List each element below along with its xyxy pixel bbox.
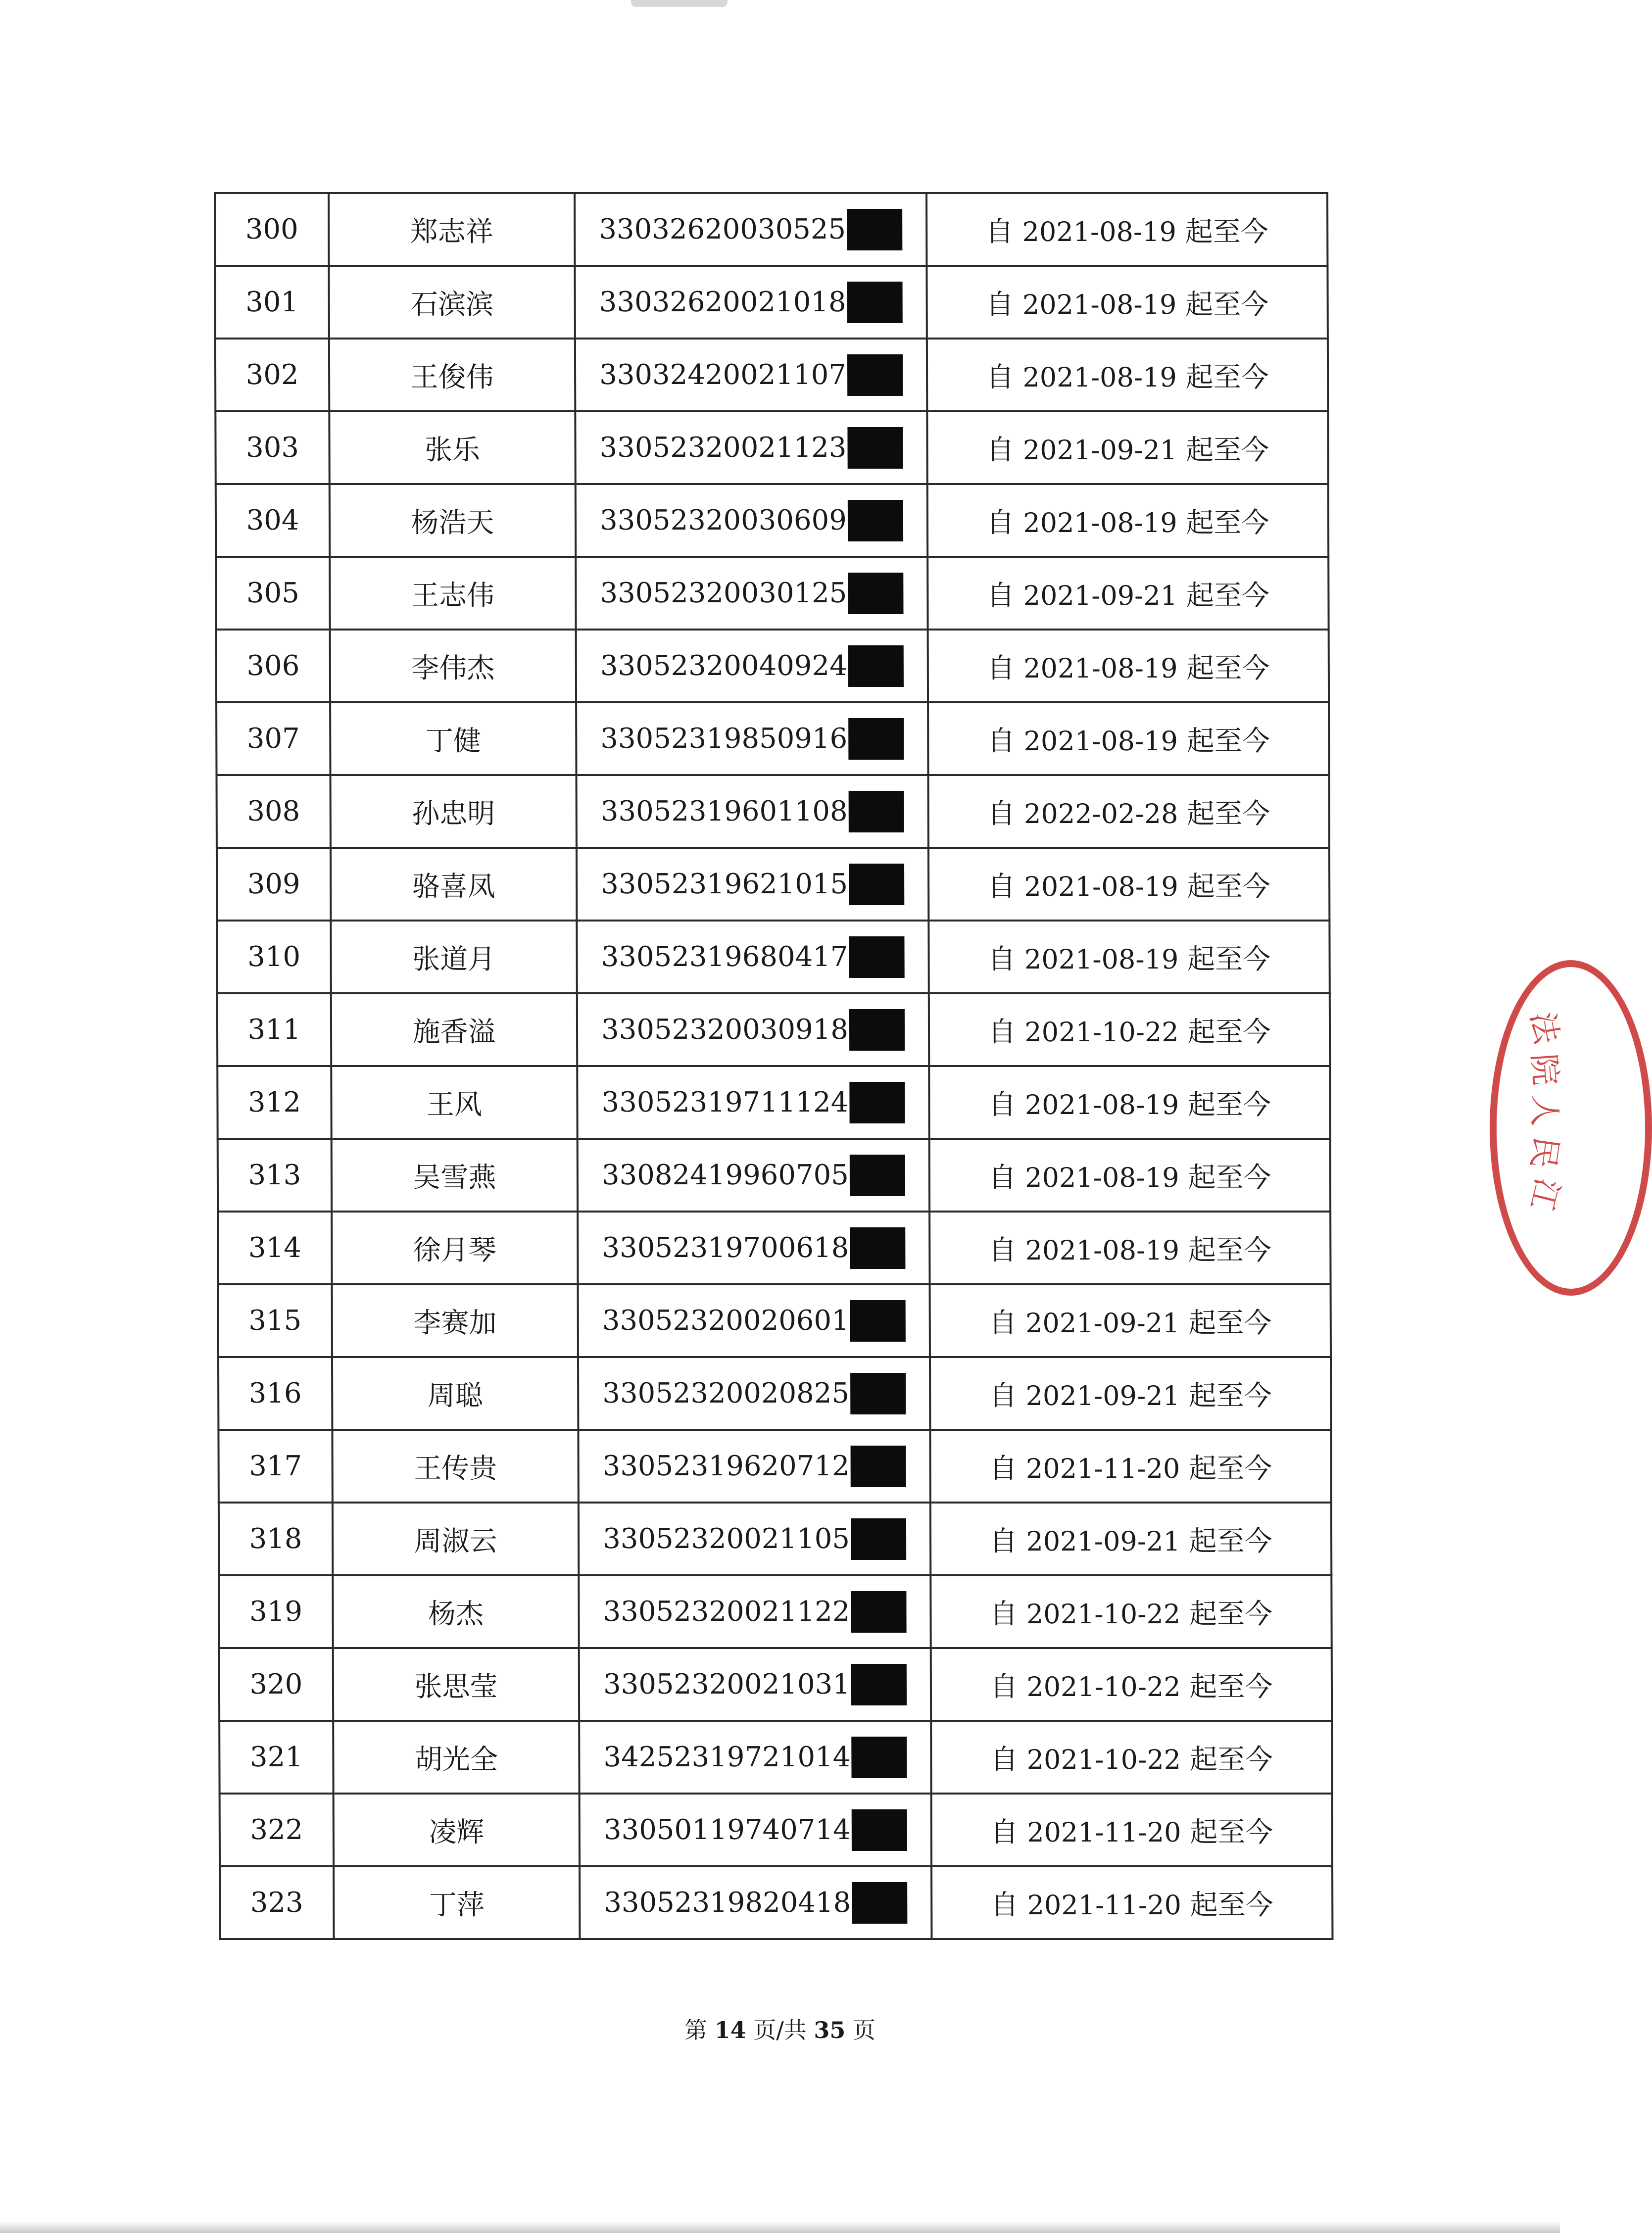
id-number-cell bbox=[576, 630, 928, 702]
id-number-visible-part: 33052319850916 bbox=[600, 723, 848, 755]
id-number-cell bbox=[580, 1866, 931, 1939]
id-number-cell bbox=[578, 1212, 929, 1284]
table-row bbox=[215, 339, 1328, 411]
table-row bbox=[219, 1575, 1331, 1648]
row-number-cell: 321 bbox=[219, 1721, 333, 1794]
period-until-now-suffix: 起至今 bbox=[1190, 1816, 1273, 1848]
row-number-cell: 311 bbox=[217, 993, 331, 1066]
period-until-now-suffix: 起至今 bbox=[1185, 434, 1269, 466]
period-cell bbox=[928, 702, 1329, 775]
period-cell bbox=[930, 1575, 1331, 1648]
redaction-block bbox=[850, 1446, 906, 1487]
period-from-prefix: 自 bbox=[986, 579, 1015, 612]
person-name-cell: 张思莹 bbox=[333, 1648, 579, 1721]
table-row bbox=[219, 1721, 1332, 1794]
person-name-cell: 王志伟 bbox=[330, 557, 576, 630]
redaction-block bbox=[851, 1737, 907, 1778]
id-number-cell bbox=[579, 1648, 931, 1721]
period-from-prefix: 自 bbox=[987, 652, 1015, 684]
redaction-block bbox=[848, 573, 903, 614]
redaction-block bbox=[850, 1227, 905, 1269]
person-name-cell: 张道月 bbox=[331, 921, 577, 993]
person-name-cell: 凌辉 bbox=[334, 1794, 580, 1866]
redaction-block bbox=[852, 1809, 907, 1851]
row-number-cell: 312 bbox=[217, 1066, 331, 1139]
period-from-prefix: 自 bbox=[988, 943, 1016, 975]
table-row bbox=[218, 1284, 1331, 1357]
period-from-prefix: 自 bbox=[989, 1598, 1018, 1630]
period-from-prefix: 自 bbox=[986, 288, 1014, 321]
period-from-prefix: 自 bbox=[986, 506, 1015, 539]
person-name-cell: 王俊伟 bbox=[329, 339, 575, 411]
id-number-cell bbox=[577, 1066, 929, 1139]
period-from-prefix: 自 bbox=[987, 797, 1016, 830]
person-name-cell: 胡光全 bbox=[333, 1721, 579, 1794]
court-seal-text bbox=[1524, 1007, 1564, 1255]
row-number-cell: 316 bbox=[218, 1357, 332, 1430]
id-number-cell bbox=[580, 1794, 931, 1866]
row-number-cell: 301 bbox=[215, 266, 329, 339]
period-until-now-suffix: 起至今 bbox=[1189, 1670, 1273, 1703]
period-cell bbox=[930, 1503, 1331, 1575]
period-from-prefix: 自 bbox=[985, 215, 1014, 248]
id-number-cell bbox=[577, 921, 928, 993]
table-row bbox=[219, 1648, 1332, 1721]
person-name-cell: 张乐 bbox=[329, 411, 575, 484]
total-page-count: 35 bbox=[814, 2017, 846, 2043]
table-body bbox=[215, 193, 1332, 1939]
person-name-cell: 骆喜凤 bbox=[331, 848, 577, 921]
period-until-now-suffix: 起至今 bbox=[1188, 1161, 1271, 1194]
period-cell bbox=[927, 339, 1328, 411]
period-from-prefix: 自 bbox=[988, 1016, 1016, 1048]
id-number-cell bbox=[579, 1503, 930, 1575]
id-number-visible-part: 34252319721014 bbox=[603, 1741, 851, 1773]
period-start-date: 2021-08-19 bbox=[1023, 725, 1178, 757]
period-start-date: 2021-08-19 bbox=[1025, 1234, 1180, 1266]
person-name-cell: 周淑云 bbox=[333, 1503, 579, 1575]
period-from-prefix: 自 bbox=[990, 1816, 1019, 1848]
period-start-date: 2021-08-19 bbox=[1022, 216, 1177, 247]
table-row bbox=[216, 630, 1329, 702]
period-cell bbox=[929, 1139, 1330, 1212]
table-row bbox=[215, 266, 1327, 339]
person-name-cell: 孙忠明 bbox=[330, 775, 576, 848]
period-until-now-suffix: 起至今 bbox=[1187, 797, 1270, 830]
id-number-visible-part: 33052319680417 bbox=[601, 941, 848, 973]
period-until-now-suffix: 起至今 bbox=[1187, 1088, 1271, 1121]
table-row bbox=[217, 848, 1329, 921]
period-until-now-suffix: 起至今 bbox=[1188, 1379, 1272, 1412]
id-number-cell bbox=[579, 1575, 930, 1648]
footer-middle: 页/共 bbox=[753, 2017, 807, 2043]
redaction-block bbox=[852, 1882, 907, 1924]
period-cell bbox=[931, 1648, 1332, 1721]
period-until-now-suffix: 起至今 bbox=[1188, 1234, 1271, 1266]
period-cell bbox=[930, 1284, 1331, 1357]
period-cell bbox=[931, 1866, 1332, 1939]
period-start-date: 2021-11-20 bbox=[1027, 1816, 1181, 1848]
period-start-date: 2021-09-21 bbox=[1025, 1380, 1180, 1411]
period-cell bbox=[926, 193, 1327, 266]
records-table bbox=[214, 192, 1333, 1940]
redaction-block bbox=[850, 1155, 905, 1196]
period-until-now-suffix: 起至今 bbox=[1187, 943, 1271, 975]
row-number-cell: 322 bbox=[220, 1794, 334, 1866]
row-number-cell: 308 bbox=[216, 775, 330, 848]
period-from-prefix: 自 bbox=[989, 1307, 1017, 1339]
id-number-visible-part: 33032420021107 bbox=[599, 359, 847, 391]
period-cell bbox=[926, 266, 1327, 339]
period-until-now-suffix: 起至今 bbox=[1185, 215, 1268, 248]
period-until-now-suffix: 起至今 bbox=[1186, 725, 1270, 757]
id-number-visible-part: 33052320020601 bbox=[602, 1305, 849, 1337]
period-from-prefix: 自 bbox=[990, 1670, 1018, 1703]
person-name-cell: 丁萍 bbox=[334, 1866, 580, 1939]
seal-character: 法 bbox=[1523, 1009, 1565, 1047]
period-start-date: 2021-10-22 bbox=[1024, 1016, 1179, 1048]
row-number-cell: 323 bbox=[220, 1866, 334, 1939]
person-name-cell: 石滨滨 bbox=[329, 266, 575, 339]
table-row bbox=[218, 1212, 1330, 1284]
id-number-visible-part: 33052320021122 bbox=[603, 1596, 850, 1628]
period-from-prefix: 自 bbox=[988, 1161, 1017, 1194]
id-number-cell bbox=[576, 557, 927, 630]
row-number-cell: 310 bbox=[217, 921, 331, 993]
period-from-prefix: 自 bbox=[990, 1889, 1019, 1921]
id-number-visible-part: 33052320030918 bbox=[601, 1014, 849, 1046]
redaction-block bbox=[847, 354, 903, 396]
period-start-date: 2021-08-19 bbox=[1025, 1162, 1179, 1193]
period-start-date: 2021-08-19 bbox=[1022, 361, 1177, 393]
id-number-cell bbox=[575, 339, 927, 411]
period-from-prefix: 自 bbox=[988, 1088, 1017, 1121]
person-name-cell: 丁健 bbox=[330, 702, 576, 775]
period-from-prefix: 自 bbox=[986, 434, 1015, 466]
table-row bbox=[218, 1357, 1331, 1430]
period-start-date: 2021-09-21 bbox=[1026, 1525, 1180, 1557]
period-from-prefix: 自 bbox=[989, 1379, 1017, 1412]
period-from-prefix: 自 bbox=[987, 870, 1016, 903]
period-start-date: 2021-11-20 bbox=[1027, 1889, 1182, 1921]
id-number-cell bbox=[576, 484, 927, 557]
redaction-block bbox=[848, 718, 904, 760]
table-row bbox=[220, 1866, 1332, 1939]
person-name-cell: 王风 bbox=[331, 1066, 577, 1139]
id-number-cell bbox=[578, 1139, 929, 1212]
period-until-now-suffix: 起至今 bbox=[1187, 870, 1270, 903]
period-until-now-suffix: 起至今 bbox=[1186, 506, 1269, 539]
period-from-prefix: 自 bbox=[988, 1234, 1017, 1266]
period-start-date: 2021-08-19 bbox=[1024, 943, 1179, 975]
period-cell bbox=[930, 1357, 1331, 1430]
period-cell bbox=[931, 1721, 1332, 1794]
id-number-visible-part: 33032620021018 bbox=[599, 286, 846, 318]
redaction-block bbox=[851, 1664, 907, 1705]
period-start-date: 2021-08-19 bbox=[1024, 1089, 1179, 1120]
person-name-cell: 周聪 bbox=[332, 1357, 578, 1430]
period-start-date: 2021-09-21 bbox=[1023, 580, 1178, 611]
period-until-now-suffix: 起至今 bbox=[1185, 288, 1269, 321]
table-row bbox=[215, 193, 1327, 266]
id-number-visible-part: 33052320021105 bbox=[603, 1523, 850, 1555]
id-number-visible-part: 33052319601108 bbox=[600, 795, 848, 827]
id-number-visible-part: 33052320020825 bbox=[602, 1377, 850, 1409]
row-number-cell: 318 bbox=[219, 1503, 333, 1575]
footer-prefix: 第 bbox=[684, 2017, 707, 2043]
table-row bbox=[220, 1794, 1332, 1866]
id-number-visible-part: 33052319700618 bbox=[602, 1232, 849, 1264]
period-cell bbox=[931, 1794, 1332, 1866]
period-cell bbox=[929, 1066, 1330, 1139]
period-until-now-suffix: 起至今 bbox=[1188, 1307, 1272, 1339]
id-number-cell bbox=[578, 1284, 930, 1357]
id-number-visible-part: 33052319620712 bbox=[602, 1450, 850, 1482]
redaction-block bbox=[848, 791, 904, 832]
redaction-block bbox=[851, 1591, 906, 1633]
row-number-cell: 303 bbox=[215, 411, 329, 484]
id-number-visible-part: 33052320021031 bbox=[603, 1668, 850, 1700]
row-number-cell: 305 bbox=[216, 557, 330, 630]
period-cell bbox=[928, 630, 1329, 702]
id-number-cell bbox=[578, 1357, 930, 1430]
redaction-block bbox=[850, 1373, 906, 1414]
id-number-visible-part: 33052320040924 bbox=[600, 650, 847, 682]
id-number-visible-part: 33052320030125 bbox=[600, 577, 847, 609]
person-name-cell: 吴雪燕 bbox=[332, 1139, 578, 1212]
row-number-cell: 319 bbox=[219, 1575, 333, 1648]
redaction-block bbox=[847, 209, 902, 250]
row-number-cell: 317 bbox=[218, 1430, 332, 1503]
row-number-cell: 313 bbox=[218, 1139, 332, 1212]
footer-suffix: 页 bbox=[853, 2017, 876, 2043]
id-number-visible-part: 33052319621015 bbox=[601, 868, 848, 900]
period-start-date: 2021-10-22 bbox=[1026, 1671, 1181, 1702]
row-number-cell: 314 bbox=[218, 1212, 332, 1284]
person-name-cell: 郑志祥 bbox=[329, 193, 575, 266]
id-number-visible-part: 33032620030525 bbox=[599, 213, 846, 245]
id-number-visible-part: 33082419960705 bbox=[601, 1159, 849, 1191]
period-cell bbox=[927, 484, 1328, 557]
page-footer bbox=[0, 2012, 1560, 2045]
id-number-visible-part: 33052320030609 bbox=[599, 504, 847, 536]
period-until-now-suffix: 起至今 bbox=[1186, 652, 1270, 684]
redaction-block bbox=[848, 500, 903, 541]
period-start-date: 2021-08-19 bbox=[1023, 652, 1178, 684]
period-from-prefix: 自 bbox=[989, 1525, 1018, 1557]
period-start-date: 2021-08-19 bbox=[1022, 289, 1177, 320]
id-number-cell bbox=[576, 775, 928, 848]
table-row bbox=[217, 921, 1329, 993]
period-until-now-suffix: 起至今 bbox=[1190, 1889, 1273, 1921]
id-number-cell bbox=[577, 993, 929, 1066]
period-until-now-suffix: 起至今 bbox=[1185, 361, 1269, 393]
table-row bbox=[216, 702, 1329, 775]
seal-character: 人 bbox=[1525, 1094, 1563, 1128]
period-cell bbox=[927, 411, 1328, 484]
period-until-now-suffix: 起至今 bbox=[1187, 1016, 1271, 1048]
table-row bbox=[216, 775, 1329, 848]
period-until-now-suffix: 起至今 bbox=[1189, 1598, 1273, 1630]
person-name-cell: 施香溢 bbox=[331, 993, 577, 1066]
row-number-cell: 304 bbox=[216, 484, 330, 557]
seal-character: 江 bbox=[1522, 1174, 1566, 1214]
court-seal bbox=[1490, 960, 1652, 1296]
person-name-cell: 李赛加 bbox=[332, 1284, 578, 1357]
id-number-visible-part: 33052319820418 bbox=[604, 1887, 851, 1919]
person-name-cell: 杨杰 bbox=[333, 1575, 579, 1648]
redaction-block bbox=[848, 645, 904, 687]
id-number-cell bbox=[579, 1721, 931, 1794]
redaction-block bbox=[849, 936, 904, 978]
redaction-block bbox=[849, 1082, 905, 1123]
period-from-prefix: 自 bbox=[989, 1452, 1018, 1485]
period-cell bbox=[929, 993, 1330, 1066]
id-number-visible-part: 33050119740714 bbox=[603, 1814, 851, 1846]
id-number-cell bbox=[575, 266, 926, 339]
period-cell bbox=[928, 775, 1329, 848]
table-row bbox=[218, 1139, 1330, 1212]
redaction-block bbox=[849, 1009, 905, 1051]
row-number-cell: 320 bbox=[219, 1648, 333, 1721]
current-page-number: 14 bbox=[714, 2017, 746, 2043]
person-name-cell: 李伟杰 bbox=[330, 630, 576, 702]
scan-artifact bbox=[631, 0, 728, 7]
table-row bbox=[215, 411, 1328, 484]
period-start-date: 2021-10-22 bbox=[1026, 1598, 1181, 1630]
redaction-block bbox=[851, 1518, 906, 1560]
period-start-date: 2021-08-19 bbox=[1023, 507, 1177, 538]
id-number-cell bbox=[575, 411, 927, 484]
table-row bbox=[216, 557, 1328, 630]
id-number-cell bbox=[575, 193, 926, 266]
table-row bbox=[218, 1430, 1331, 1503]
id-number-visible-part: 33052320021123 bbox=[599, 432, 847, 464]
person-name-cell: 杨浩天 bbox=[330, 484, 576, 557]
period-until-now-suffix: 起至今 bbox=[1186, 579, 1269, 612]
table-row bbox=[217, 1066, 1330, 1139]
period-start-date: 2021-10-22 bbox=[1026, 1744, 1181, 1775]
period-start-date: 2021-09-21 bbox=[1022, 434, 1177, 466]
redaction-block bbox=[847, 282, 902, 323]
row-number-cell: 309 bbox=[217, 848, 331, 921]
period-start-date: 2022-02-28 bbox=[1023, 798, 1178, 829]
seal-character: 院 bbox=[1524, 1052, 1564, 1087]
period-until-now-suffix: 起至今 bbox=[1189, 1452, 1272, 1485]
table-row bbox=[217, 993, 1330, 1066]
redaction-block bbox=[849, 864, 904, 905]
period-cell bbox=[928, 848, 1329, 921]
period-from-prefix: 自 bbox=[990, 1743, 1019, 1776]
id-number-cell bbox=[577, 848, 928, 921]
period-cell bbox=[928, 921, 1329, 993]
row-number-cell: 307 bbox=[216, 702, 330, 775]
row-number-cell: 300 bbox=[215, 193, 329, 266]
period-until-now-suffix: 起至今 bbox=[1189, 1525, 1272, 1557]
id-number-cell bbox=[578, 1430, 930, 1503]
period-cell bbox=[927, 557, 1328, 630]
period-from-prefix: 自 bbox=[987, 725, 1015, 757]
row-number-cell: 315 bbox=[218, 1284, 332, 1357]
person-name-cell: 王传贵 bbox=[332, 1430, 578, 1503]
table-row bbox=[216, 484, 1328, 557]
id-number-cell bbox=[576, 702, 928, 775]
scan-bottom-edge bbox=[0, 2221, 1560, 2233]
redaction-block bbox=[847, 427, 903, 469]
period-cell bbox=[930, 1430, 1331, 1503]
period-start-date: 2021-11-20 bbox=[1025, 1453, 1180, 1484]
row-number-cell: 302 bbox=[215, 339, 329, 411]
period-until-now-suffix: 起至今 bbox=[1189, 1743, 1273, 1776]
seal-character: 民 bbox=[1523, 1134, 1565, 1171]
person-name-cell: 徐月琴 bbox=[332, 1212, 578, 1284]
period-start-date: 2021-09-21 bbox=[1025, 1307, 1180, 1339]
id-number-visible-part: 33052319711124 bbox=[601, 1086, 849, 1118]
period-from-prefix: 自 bbox=[986, 361, 1014, 393]
period-cell bbox=[929, 1212, 1330, 1284]
row-number-cell: 306 bbox=[216, 630, 330, 702]
period-start-date: 2021-08-19 bbox=[1024, 871, 1178, 902]
redaction-block bbox=[850, 1300, 906, 1342]
table-row bbox=[219, 1503, 1331, 1575]
